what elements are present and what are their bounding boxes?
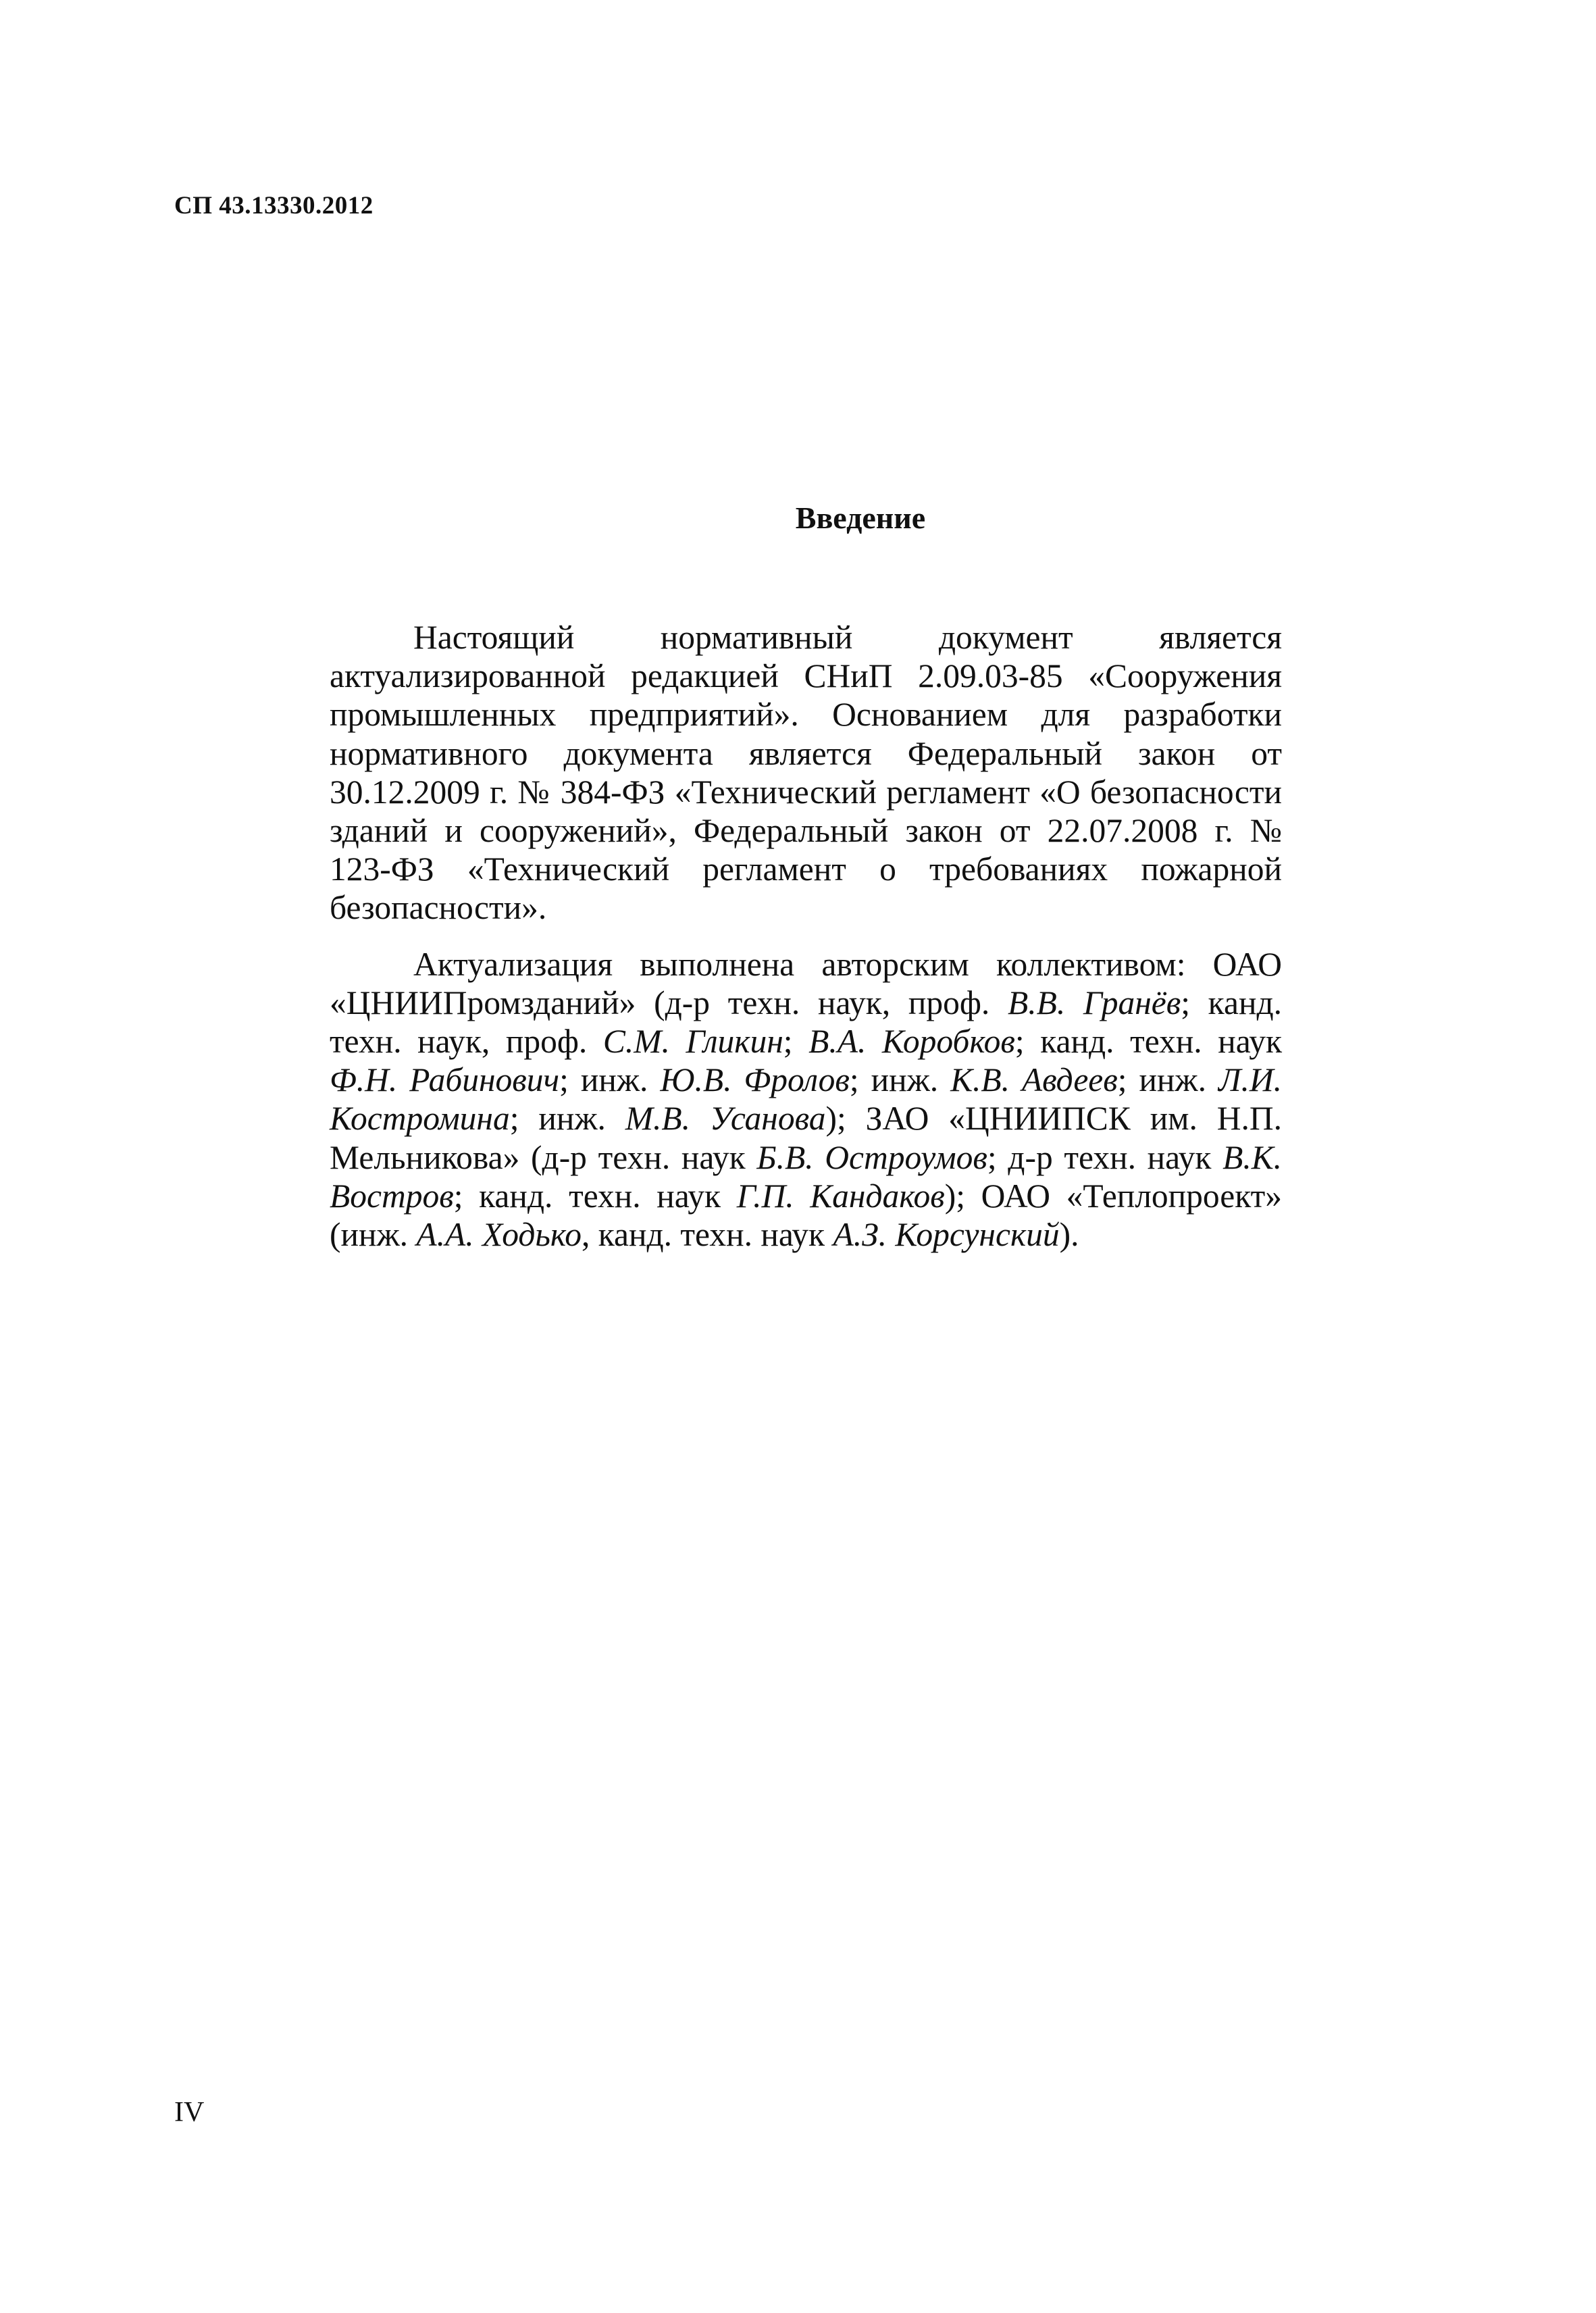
author-name: А.А. Ходько — [416, 1216, 582, 1254]
text-segment: , канд. техн. наук — [581, 1216, 833, 1254]
page-number: IV — [174, 2097, 205, 2128]
section-title: Введение — [795, 501, 926, 535]
text-segment: ; канд. техн. наук, проф. — [330, 984, 1282, 1061]
text-segment: Актуализация выполнена авторским коллективом: ОАО «ЦНИИПромзданий» (д-р техн. наук, проф. — [330, 945, 1282, 1021]
text-segment: ); ЗАО «ЦНИИПСК им. Н.П. Мельникова» (д-р техн. наук — [330, 1100, 1282, 1176]
text-segment: ; инж. — [559, 1061, 661, 1099]
paragraph-authors — [330, 945, 1282, 1254]
text-segment: ; канд. техн. наук — [453, 1177, 737, 1215]
document-code: СП 43.13330.2012 — [174, 192, 374, 220]
author-name: Ф.Н. Рабинович — [330, 1061, 560, 1099]
author-name: Л.И. Костромина — [330, 1061, 1282, 1138]
author-name: А.З. Корсунский — [833, 1216, 1060, 1254]
text-segment: ). — [1059, 1216, 1079, 1254]
author-name: М.В. Усанова — [625, 1100, 826, 1138]
text-segment: ); ОАО «Теплопроект» (инж. — [330, 1177, 1282, 1254]
text-segment: ; — [783, 1023, 809, 1061]
author-name: Г.П. Кандаков — [736, 1177, 945, 1215]
text-segment: ; канд. техн. наук — [1014, 1023, 1282, 1061]
author-name: В.А. Коробков — [808, 1023, 1015, 1061]
author-name: В.К. Востров — [330, 1138, 1282, 1215]
author-name: Ю.В. Фролов — [660, 1061, 850, 1099]
text-segment: ; инж. — [509, 1100, 625, 1138]
text-segment: ; д-р техн. наук — [987, 1138, 1223, 1176]
author-name: Б.В. Остроумов — [756, 1138, 987, 1176]
author-name: К.В. Авдеев — [950, 1061, 1118, 1099]
author-name: С.М. Гликин — [602, 1023, 783, 1061]
document-body — [330, 618, 1282, 1254]
text-segment: ; инж. — [849, 1061, 951, 1099]
author-name: В.В. Гранёв — [1007, 984, 1181, 1021]
text-segment: ; инж. — [1117, 1061, 1218, 1099]
paragraph-basis: Настоящий нормативный документ является актуализированной редакцией СНиП 2.09.03-85 «Сооружения промышленных предприятий». Основанием для разработки нормативного документа является Федеральный закон от 30.12.2009 г. № 384-ФЗ «Технический регламент «О безопасности зданий и сооружений», Федеральный закон от 22.07.2008 г. № 123-ФЗ «Технический регламент о требованиях пожарной безопасности». — [330, 619, 1282, 927]
